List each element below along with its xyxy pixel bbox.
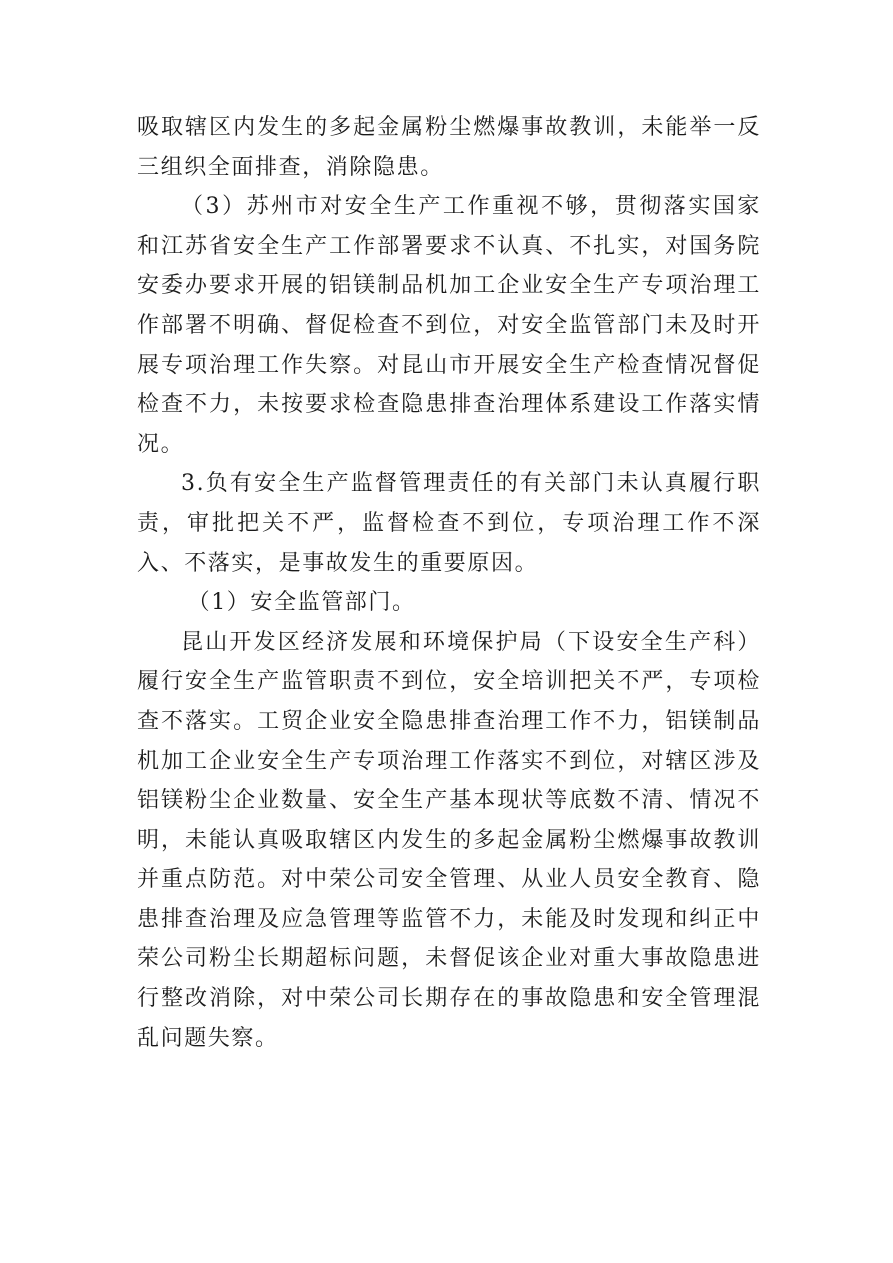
paragraph-suzhou-responsibility: （3）苏州市对安全生产工作重视不够，贯彻落实国家和江苏省安全生产工作部署要求不认真、不扎实，对国务院安委办要求开展的铝镁制品机加工企业安全生产专项治理工作部署不明确、督促检查不到位，对安全监管部门未及时开展专项治理工作失察。对昆山市开展安全生产检查情况督促检查不力，未按要求检查隐患排查治理体系建设工作落实情况。 <box>137 194 761 457</box>
paragraph-kunshan-bureau: 昆山开发区经济发展和环境保护局（下设安全生产科）履行安全生产监管职责不到位，安全培训把关不严，专项检查不落实。工贸企业安全隐患排查治理工作不力，铝镁制品机加工企业安全生产专项治理工作落实不到位，对辖区涉及铝镁粉尘企业数量、安全生产基本现状等底数不清、情况不明，未能认真吸取辖区内发生的多起金属粉尘燃爆事故教训并重点防范。对中荣公司安全管理、从业人员安全教育、隐患排查治理及应急管理等监管不力，未能及时发现和纠正中荣公司粉尘长期超标问题，未督促该企业对重大事故隐患进行整改消除，对中荣公司长期存在的事故隐患和安全管理混乱问题失察。 <box>137 629 761 1051</box>
paragraph-heading-safety-dept: （1）安全监管部门。 <box>187 590 416 616</box>
paragraph-department-responsibility: 3.负有安全生产监督管理责任的有关部门未认真履行职责，审批把关不严，监督检查不到位，专项治理工作不深入、不落实，是事故发生的重要原因。 <box>137 471 761 576</box>
document-page <box>137 108 761 1058</box>
paragraph-continuation: 吸取辖区内发生的多起金属粉尘燃爆事故教训，未能举一反三组织全面排查，消除隐患。 <box>137 115 761 180</box>
